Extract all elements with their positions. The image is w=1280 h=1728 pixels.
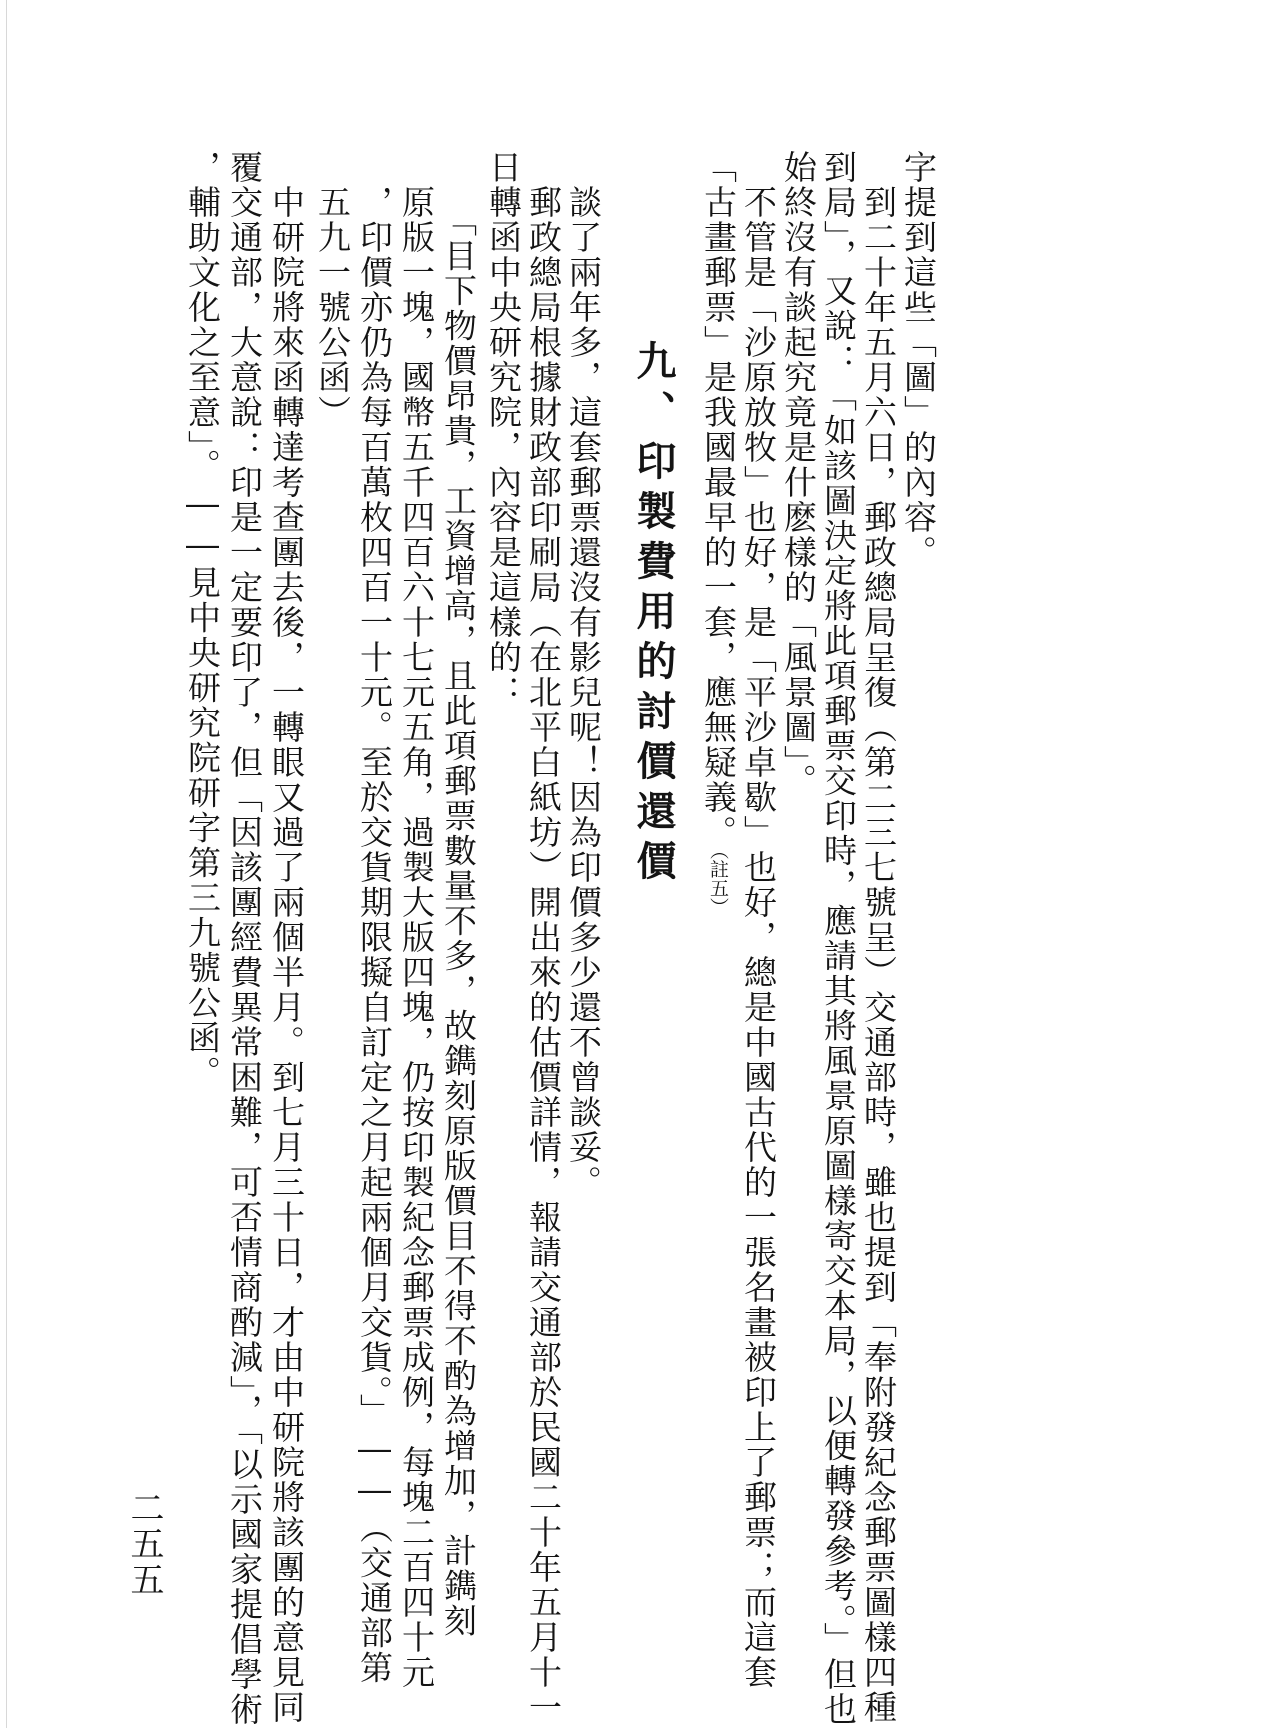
text-column-15: 覆交通部，大意說：印是一定要印了，但「因該團經費異常困難，可否情商酌減」，「以示國家提倡學術 bbox=[225, 150, 264, 1727]
text-column-6 bbox=[695, 150, 741, 917]
text-column-3: 到局」，又說：「如該圖決定將此項郵票交印時，應請其將風景原圖樣寄交本局，以便轉發參考。」但也 bbox=[819, 150, 858, 1727]
footnote-reference: （註五） bbox=[707, 850, 729, 917]
text-column-6-body: 「古畫郵票」是我國最早的一套，應無疑義。 bbox=[699, 150, 738, 850]
text-column-14: 中研院將來函轉達考查團去後，一轉眼又過了兩個半月。到七月三十日，才由中研院將該團的意見同 bbox=[267, 150, 306, 1725]
text-column-13: 五九一號公函） bbox=[313, 150, 352, 430]
text-column-5: 不管是「沙原放牧」也好，是「平沙卓歇」也好，總是中國古代的一張名畫被印上了郵票；而這套 bbox=[739, 150, 778, 1690]
text-column-11: 原版一塊，國幣五千四百六十七元五角，過製大版四塊，仍按印製紀念郵票成例，每塊二百四十元 bbox=[397, 150, 436, 1690]
text-column-8: 郵政總局根據財政部印刷局（在北平白紙坊）開出來的估價詳情，報請交通部於民國二十年五月十一 bbox=[524, 150, 563, 1725]
text-column-1: 字提到這些「圖」的內容。 bbox=[899, 150, 938, 570]
page-number: 二五五 bbox=[124, 1490, 164, 1598]
text-column-4: 始終沒有談起究竟是什麽樣的「風景圖」。 bbox=[779, 150, 818, 799]
text-column-10: 「目下物價昂貴，工資增高，且此項郵票數量不多，故鐫刻原版價目不得不酌為增加，計鐫刻 bbox=[439, 150, 478, 1639]
scan-edge-line bbox=[6, 0, 7, 1728]
text-column-2: 到二十年五月六日，郵政總局呈復（第二三七號呈）交通部時，雖也提到「奉附發紀念郵票圖樣四種 bbox=[859, 150, 898, 1725]
text-column-16: ，輔助文化之至意」。――見中央研究院研字第三九號公函。 bbox=[183, 150, 222, 1091]
text-column-12: ，印價亦仍為每百萬枚四百一十元。至於交貨期限擬自訂定之月起兩個月交貨。」――（交通部第 bbox=[355, 150, 394, 1686]
text-column-9: 日轉函中央研究院，內容是這樣的： bbox=[484, 150, 523, 710]
text-column-7: 談了兩年多，這套郵票還沒有影兒呢！因為印價多少還不曾談妥。 bbox=[564, 150, 603, 1200]
section-heading: 九、印製費用的討價還價 bbox=[630, 340, 677, 890]
